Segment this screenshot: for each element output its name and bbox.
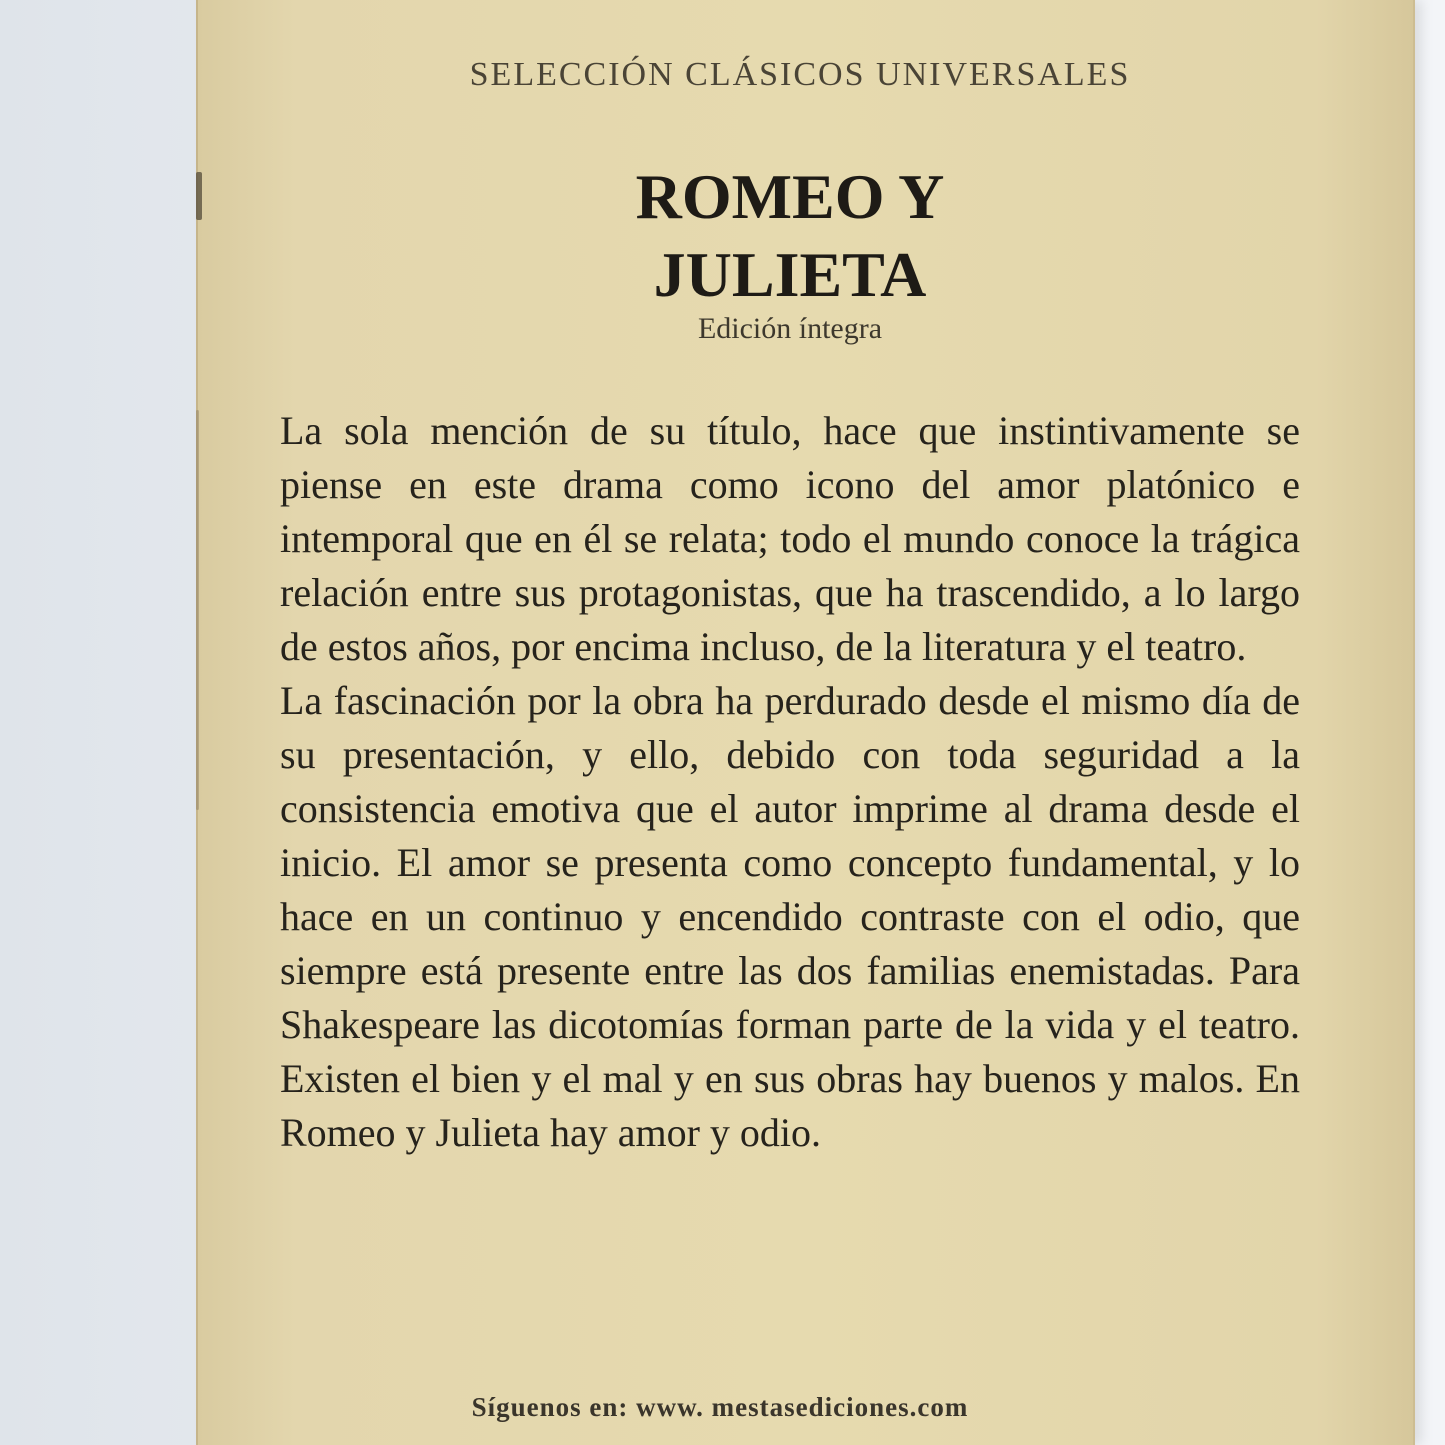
spine-edge bbox=[196, 410, 199, 810]
book-title bbox=[400, 158, 1180, 314]
website-footer: Síguenos en: www. mestasediciones.com bbox=[471, 1392, 969, 1422]
book-title-line-1: ROMEO Y bbox=[635, 161, 945, 232]
synopsis-paragraph-2: La fascinación por la obra ha perdurado desde el mismo día de su presentación, y ello, debido con toda seguridad a la consistencia emotiva que el autor imprime al drama desde el inicio. El amor se presenta como concepto fundamental, y lo hace en un continuo y encendido contraste con el odio, que siempre está presente entre las dos familias enemistadas. Para Shakespeare las dicotomías forman parte de la vida y el teatro. Existen el bien y el mal y en sus obras hay buenos y malos. En Romeo y Julieta hay amor y odio. bbox=[280, 678, 1300, 1155]
synopsis-paragraph-1: La sola mención de su título, hace que instintivamente se piense en este drama como icono del amor platónico e intemporal que en él se relata; todo el mundo conoce la trágica relación entre sus protagonistas, que ha trascendido, a lo largo de estos años, por encima incluso, de la literatura y el teatro. bbox=[280, 408, 1300, 669]
spine-mark bbox=[196, 172, 202, 220]
book-title-line-2: JULIETA bbox=[653, 239, 927, 310]
edition-label: Edición íntegra bbox=[697, 312, 883, 345]
collection-name: SELECCIÓN CLÁSICOS UNIVERSALES bbox=[469, 56, 1131, 93]
synopsis bbox=[280, 404, 1300, 1160]
